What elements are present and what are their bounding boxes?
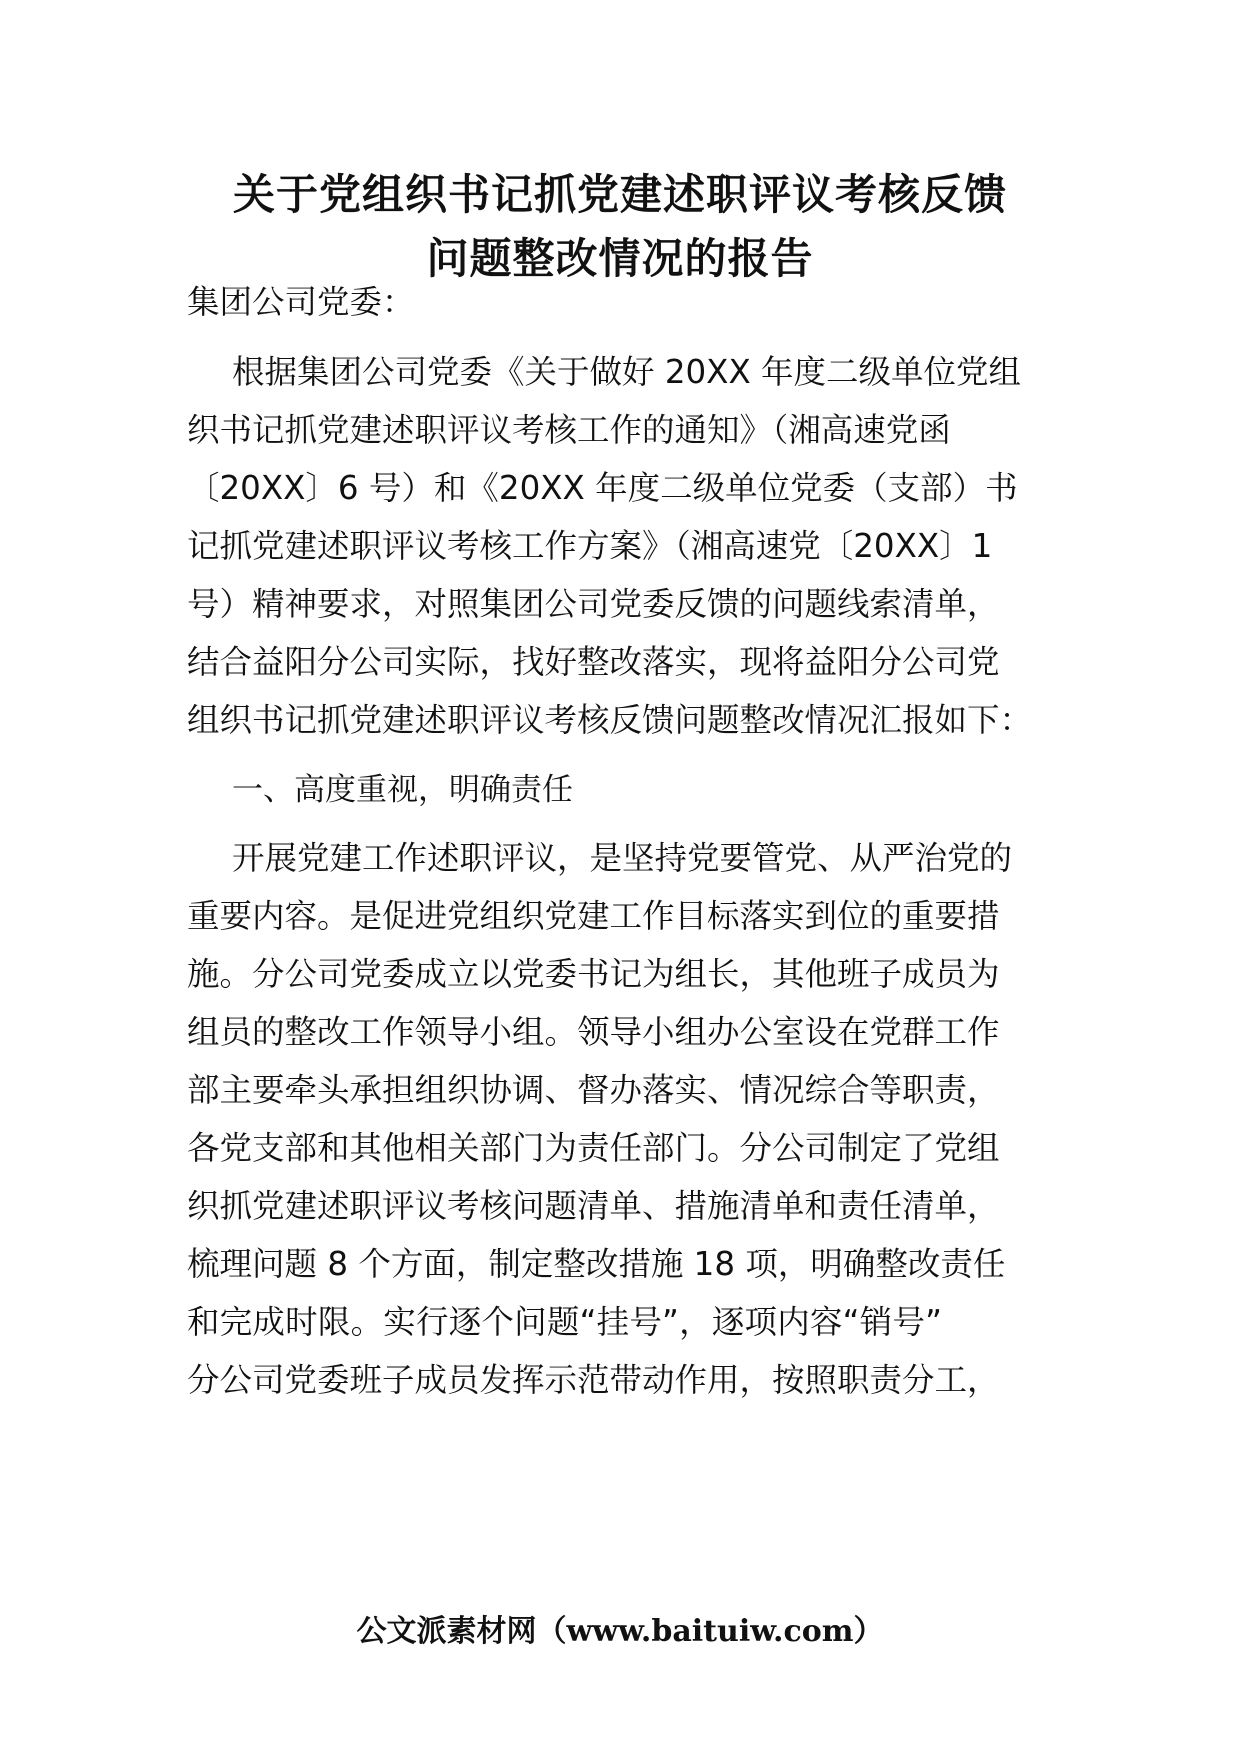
document-title-line-1: 关于党组织书记抓党建述职评议考核反馈 — [232, 170, 1007, 219]
intro-line: 记抓党建述职评议考核工作方案》（湘高速党〔20XX〕1 — [187, 527, 993, 565]
intro-line: 〔20XX〕6 号）和《20XX 年度二级单位党委（支部）书 — [187, 469, 1018, 507]
body-line: 分公司党委班子成员发挥示范带动作用，按照职责分工， — [187, 1361, 1000, 1399]
body-line: 部主要牵头承担组织协调、督办落实、情况综合等职责， — [187, 1071, 1000, 1109]
body-line: 施。分公司党委成立以党委书记为组长，其他班子成员为 — [187, 955, 1000, 993]
body-line: 重要内容。是促进党组织党建工作目标落实到位的重要措 — [187, 897, 1000, 935]
intro-line: 组织书记抓党建述职评议考核反馈问题整改情况汇报如下： — [187, 701, 1033, 739]
document-title-line-2: 问题整改情况的报告 — [426, 234, 814, 283]
salutation: 集团公司党委： — [187, 283, 415, 321]
intro-line: 号）精神要求，对照集团公司党委反馈的问题线索清单， — [187, 585, 1000, 623]
body-line: 组员的整改工作领导小组。领导小组办公室设在党群工作 — [187, 1013, 1000, 1051]
body-line: 开展党建工作述职评议，是坚持党要管党、从严治党的 — [232, 839, 1013, 877]
section-heading: 一、高度重视，明确责任 — [232, 772, 573, 808]
body-line: 织抓党建述职评议考核问题清单、措施清单和责任清单， — [187, 1187, 1000, 1225]
intro-line: 结合益阳分公司实际，找好整改落实，现将益阳分公司党 — [187, 643, 1000, 681]
intro-line: 根据集团公司党委《关于做好 20XX 年度二级单位党组 — [232, 353, 1022, 391]
footer-source: 公文派素材网（www.baituiw.com） — [356, 1614, 884, 1649]
body-line: 梳理问题 8 个方面，制定整改措施 18 项，明确整改责任 — [187, 1245, 1006, 1283]
body-line: 各党支部和其他相关部门为责任部门。分公司制定了党组 — [187, 1129, 1000, 1167]
intro-line: 织书记抓党建述职评议考核工作的通知》（湘高速党函 — [187, 411, 951, 449]
body-line: 和完成时限。实行逐个问题“挂号”，逐项内容“销号” — [187, 1303, 942, 1341]
